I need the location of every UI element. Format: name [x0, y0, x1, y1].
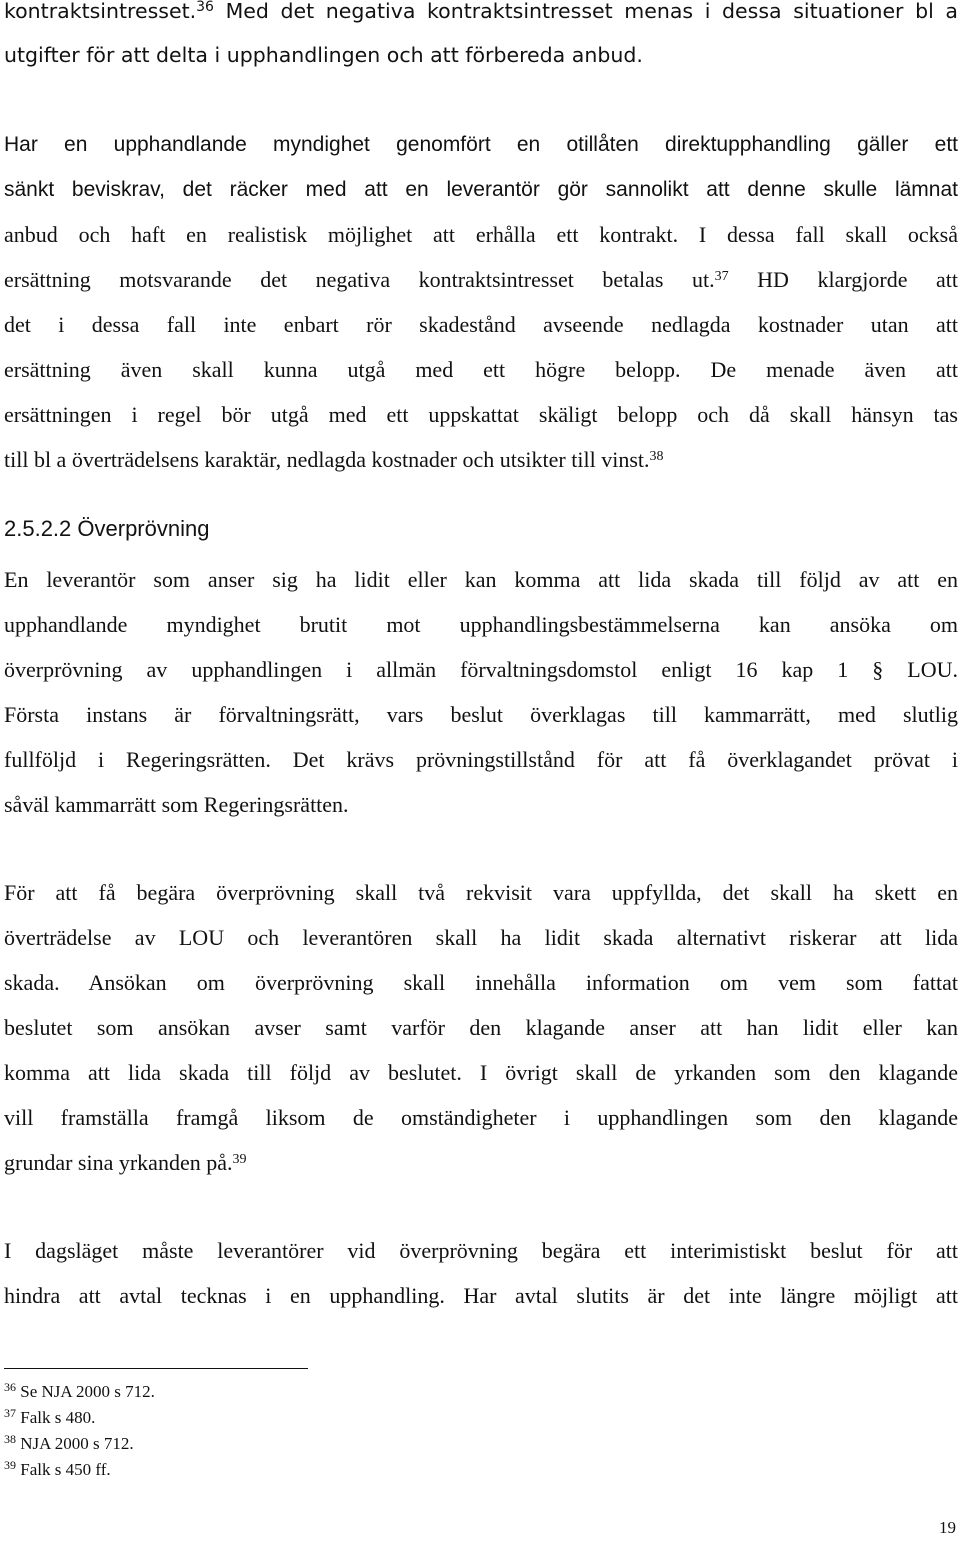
- text-line: [4, 1150, 958, 1176]
- line-text: kontraktsintresset.: [4, 0, 197, 23]
- text-line: [4, 267, 958, 293]
- footnote-separator: [4, 1368, 308, 1369]
- footnote-ref[interactable]: 38: [649, 449, 664, 464]
- text-line: [4, 880, 958, 906]
- page-number: 19: [939, 1518, 956, 1537]
- line-text: det i dessa fall inte enbart rör skadestånd avseende nedlagda kostnader utan att: [4, 312, 958, 337]
- line-text: överträdelse av LOU och leverantören skall ha lidit skada alternativt riskerar att lida: [4, 925, 958, 950]
- text-line: [4, 970, 958, 996]
- footnote-text: Se NJA 2000 s 712.: [20, 1382, 155, 1401]
- line-text: till bl a överträdelsens karaktär, nedlagda kostnader och utsikter till vinst.: [4, 447, 650, 472]
- section-heading: 2.5.2.2 Överprövning: [4, 516, 210, 541]
- text-line: [4, 222, 958, 248]
- text-line: [4, 1283, 958, 1309]
- footnote-ref[interactable]: 37: [714, 269, 729, 284]
- text-line: [4, 447, 958, 473]
- text-line: [4, 42, 958, 68]
- text-line: [4, 1015, 958, 1041]
- line-text: ersättning motsvarande det negativa kontraktsintresset betalas ut.: [4, 267, 715, 292]
- text-line: [4, 402, 958, 428]
- text-line: [4, 792, 958, 818]
- line-text: sänkt beviskrav, det räcker med att en leverantör gör sannolikt att denne skulle lämnat: [4, 178, 958, 201]
- footnote: [4, 1382, 155, 1402]
- line-text: ersättningen i regel bör utgå med ett uppskattat skäligt belopp och då skall hänsyn tas: [4, 402, 958, 427]
- footnote-number: 39: [4, 1458, 16, 1472]
- line-text: Första instans är förvaltningsrätt, vars beslut överklagas till kammarrätt, med slutlig: [4, 702, 958, 727]
- text-line: [4, 1238, 958, 1264]
- footnote-text: NJA 2000 s 712.: [20, 1434, 134, 1453]
- line-text: skada. Ansökan om överprövning skall innehålla information om vem som fattat: [4, 970, 958, 995]
- line-text: såväl kammarrätt som Regeringsrätten.: [4, 792, 349, 817]
- footnote: [4, 1460, 111, 1480]
- line-text: För att få begära överprövning skall två rekvisit vara uppfyllda, det skall ha skett en: [4, 880, 958, 905]
- footnote-text: Falk s 480.: [20, 1408, 96, 1427]
- text-line: [4, 612, 958, 638]
- line-text: komma att lida skada till följd av beslutet. I övrigt skall de yrkanden som den klagande: [4, 1060, 958, 1085]
- text-line: [4, 312, 958, 338]
- footnote-ref[interactable]: 36: [196, 0, 214, 15]
- footnote-number: 36: [4, 1380, 16, 1394]
- text-line: [4, 1105, 958, 1131]
- text-line: [4, 747, 958, 773]
- text-line: [4, 1060, 958, 1086]
- text-line: [4, 357, 958, 383]
- line-text: ersättning även skall kunna utgå med ett högre belopp. De menade även att: [4, 357, 958, 382]
- text-line: [4, 132, 958, 158]
- line-text: utgifter för att delta i upphandlingen och att förbereda anbud.: [4, 43, 643, 67]
- line-text: överprövning av upphandlingen i allmän förvaltningsdomstol enligt 16 kap 1 § LOU.: [4, 657, 958, 682]
- line-text: Med det negativa kontraktsintresset menas i dessa situationer bl a: [213, 0, 958, 23]
- footnote: [4, 1408, 95, 1428]
- line-text: Har en upphandlande myndighet genomfört en otillåten direktupphandling gäller ett: [4, 133, 958, 156]
- line-text: grundar sina yrkanden på.: [4, 1150, 233, 1175]
- text-line: [4, 177, 958, 203]
- text-line: [4, 567, 958, 593]
- line-text: fullföljd i Regeringsrätten. Det krävs prövningstillstånd för att få överklagandet prövat i: [4, 747, 958, 772]
- line-text: anbud och haft en realistisk möjlighet att erhålla ett kontrakt. I dessa fall skall också: [4, 222, 958, 247]
- line-text: I dagsläget måste leverantörer vid överprövning begära ett interimistiskt beslut för att: [4, 1238, 958, 1263]
- line-text: upphandlande myndighet brutit mot upphandlingsbestämmelserna kan ansöka om: [4, 612, 958, 637]
- footnote-ref[interactable]: 39: [232, 1152, 247, 1167]
- footnote: [4, 1434, 134, 1454]
- text-line: [4, 925, 958, 951]
- line-text: HD klargjorde att: [728, 267, 958, 292]
- line-text: En leverantör som anser sig ha lidit eller kan komma att lida skada till följd av att en: [4, 567, 958, 592]
- line-text: vill framställa framgå liksom de omständigheter i upphandlingen som den klagande: [4, 1105, 958, 1130]
- text-line: [4, 702, 958, 728]
- text-line: [4, 657, 958, 683]
- line-text: hindra att avtal tecknas i en upphandling. Har avtal slutits är det inte längre möjligt att: [4, 1283, 958, 1308]
- footnote-number: 37: [4, 1406, 16, 1420]
- line-text: beslutet som ansökan avser samt varför den klagande anser att han lidit eller kan: [4, 1015, 958, 1040]
- footnote-number: 38: [4, 1432, 16, 1446]
- footnote-text: Falk s 450 ff.: [20, 1460, 111, 1479]
- text-line: [4, 0, 958, 24]
